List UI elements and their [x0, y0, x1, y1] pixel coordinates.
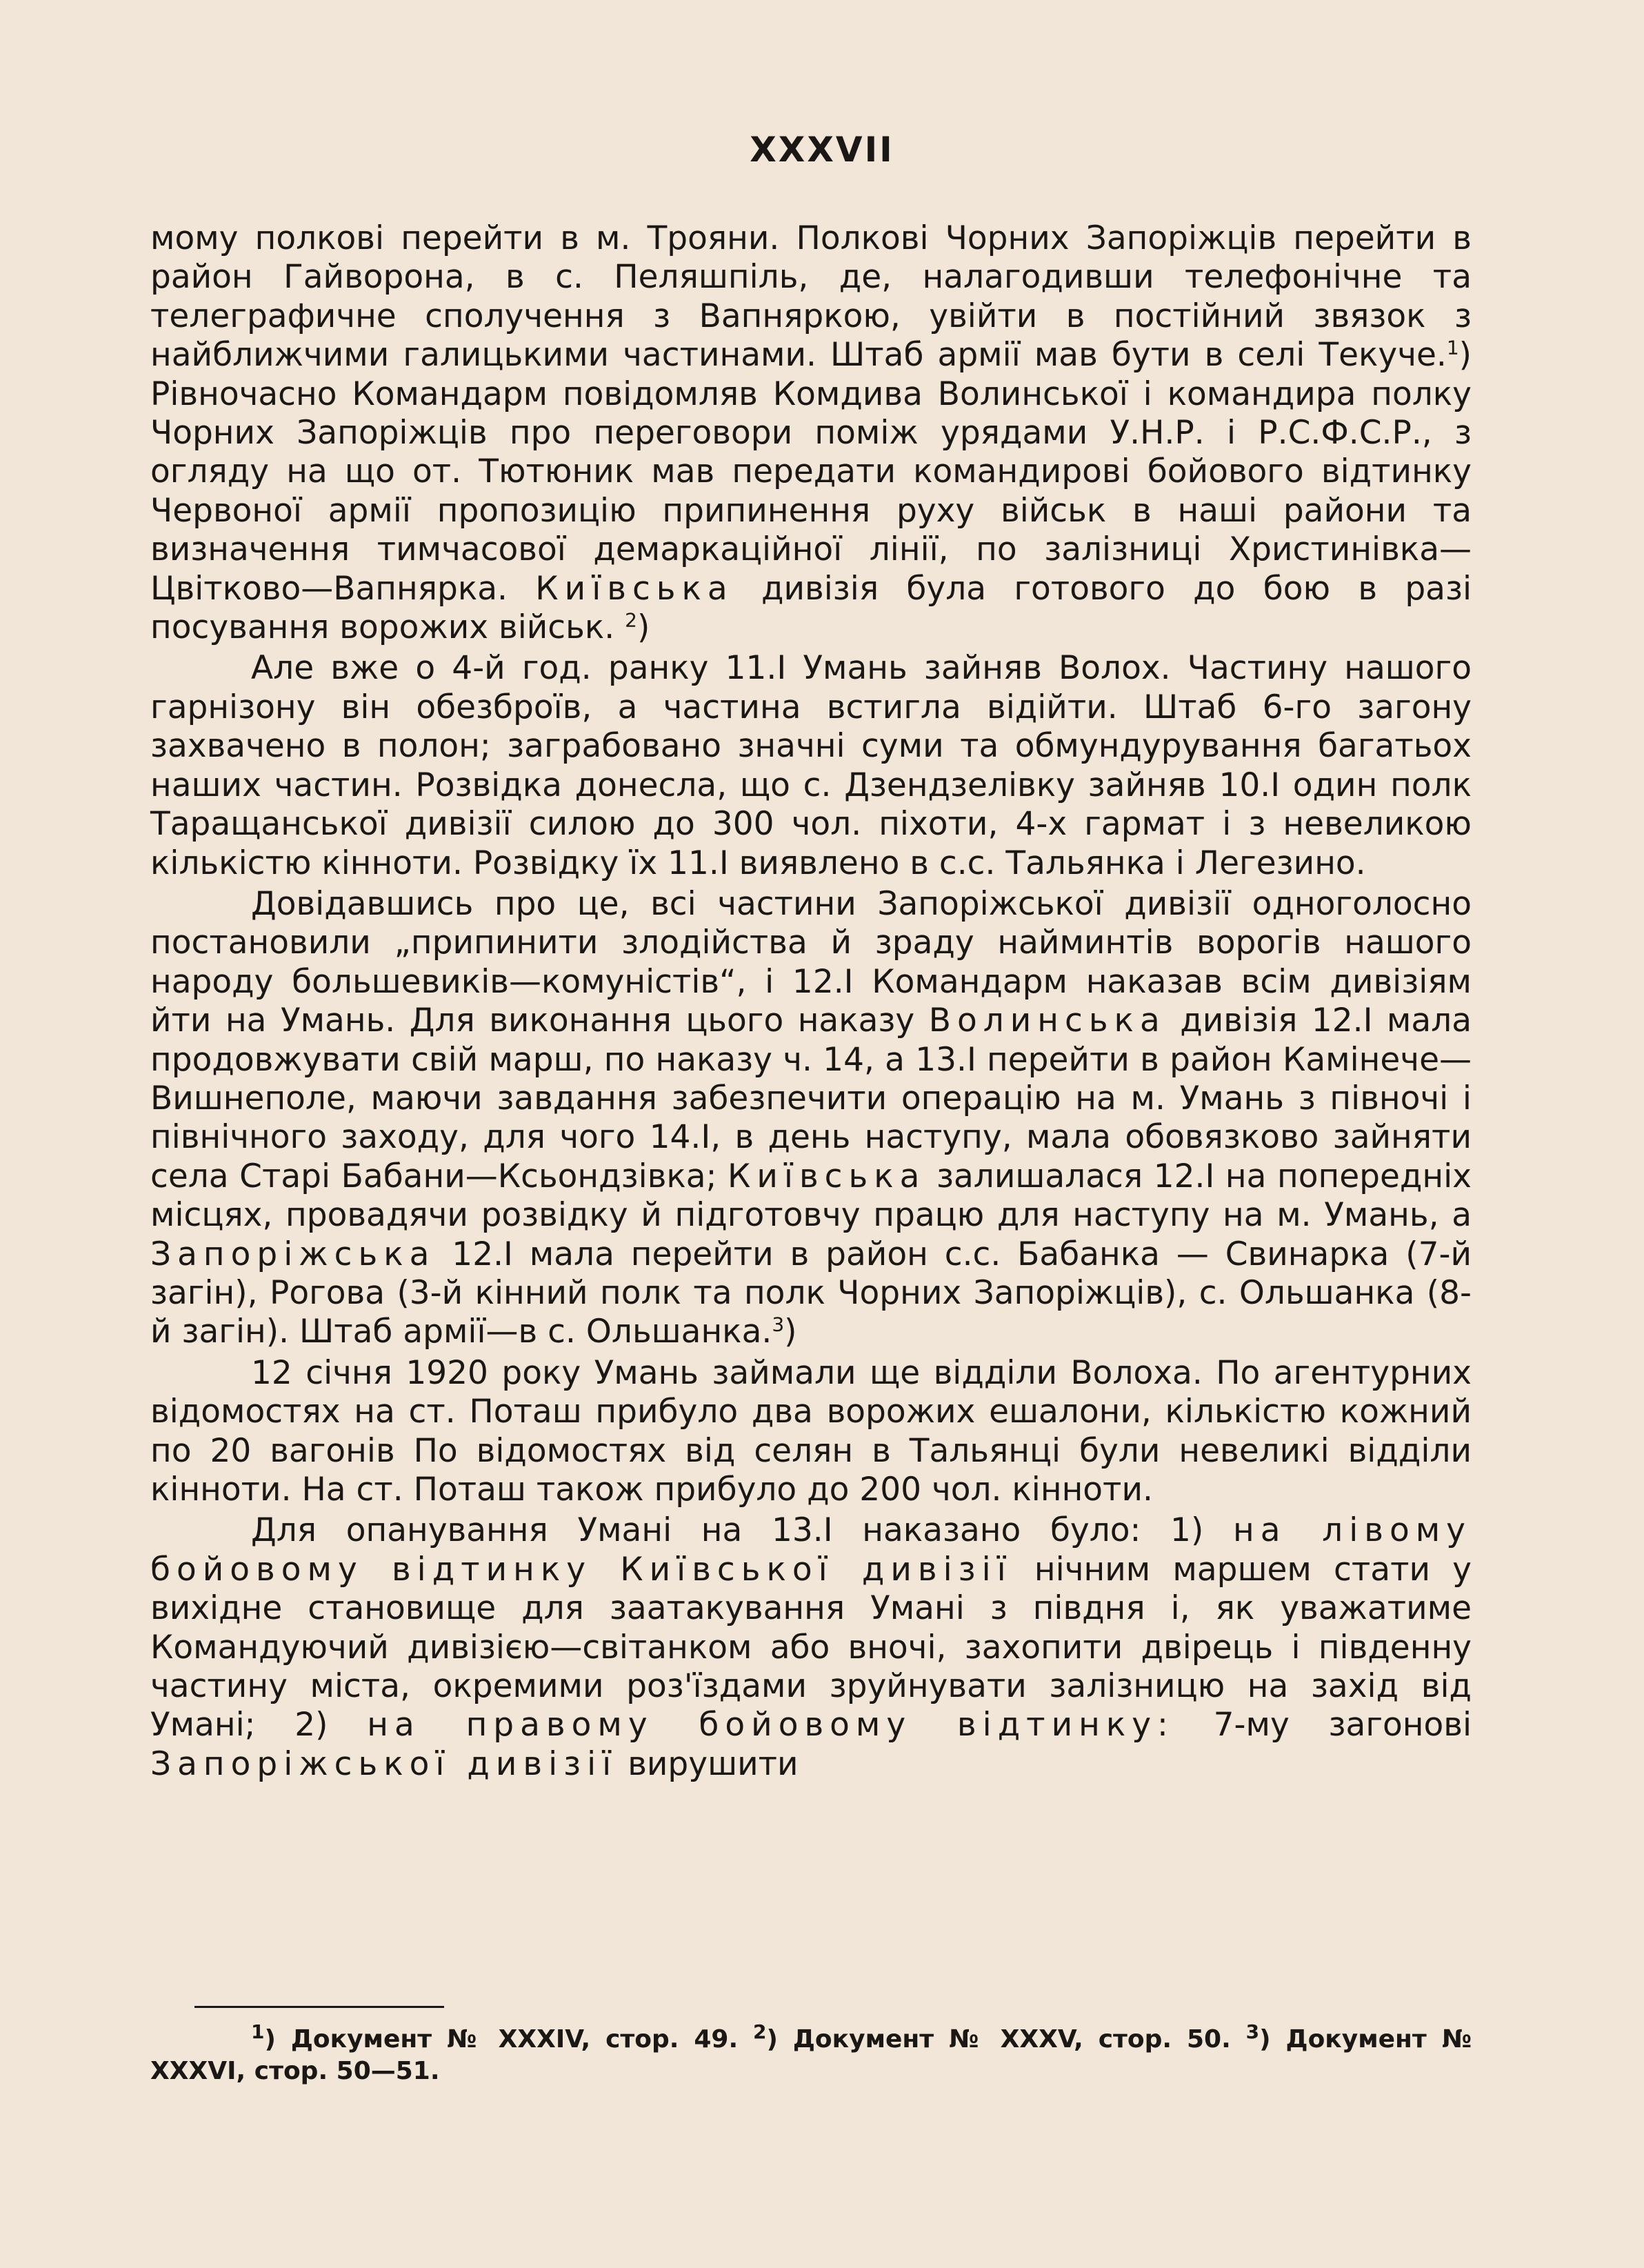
- text-run: Для опанування Умані на 13.I наказано було: 1): [251, 1511, 1233, 1550]
- text-run: дивізія була готового до бою в разі посування ворожих військ.: [150, 569, 1472, 647]
- spaced-emphasis: Київська: [728, 1157, 926, 1195]
- spaced-emphasis: Київська: [535, 569, 734, 608]
- text-run: ) Документ № XXXVI, стор. 50—51.: [150, 2025, 1472, 2085]
- paragraph: [150, 219, 1472, 647]
- text-run: нічним маршем стати у вихідне становище для заатакування Умані з півдня і, як уважатиме Командуючий дивізією—світанком або вночі, захопити двірець і південну частину міста, окремими роз'їздами зруйнувати залізницю на захід від Умані; 2): [150, 1550, 1472, 1744]
- text-run: Довідавшись про це, всі частини Запоріжської дивізії одноголосно постановили „припинити злодійства й зраду найминтів ворогів нашого народу большевиків—комуністів“, і 12.I Командарм наказав всім дивізіям йти на Умань. Для виконання цього наказу: [150, 884, 1472, 1040]
- text-run: мому полкові перейти в м. Трояни. Полкові Чорних Запоріжців перейти в район Гайворона, в с. Пеляшпіль, де, налагодивши телефонічне та телеграфичне сполучення з Вапняркою, увійти в постійний звязок з найближчими галицькими частинами. Штаб армії мав бути в селі Текуче.: [150, 219, 1472, 375]
- footnote-divider: [194, 2006, 444, 2008]
- text-run: ): [636, 608, 650, 647]
- text-run: 12 січня 1920 року Умань займали ще відділи Волоха. По агентурних відомостях на ст. Поташ прибуло два ворожих ешалони, кількістю кожний по 20 вагонів По відомостях від селян в Тальянці були невеликі відділи кінноти. На ст. Поташ також прибуло до 200 чол. кінноти.: [150, 1353, 1472, 1509]
- paragraph: [150, 885, 1472, 1352]
- footnote-marker: 2: [753, 2020, 767, 2043]
- paragraph: [150, 649, 1472, 882]
- text-run: 7-му загонові: [1174, 1706, 1472, 1744]
- footnote-marker: 3: [1245, 2020, 1260, 2043]
- text-run: дивізія 12.I мала продовжувати свій марш, по наказу ч. 14, а 13.I перейти в район Камінече—Вишнеполе, маючи завдання забезпечити операцію на м. Умань з півночі і північного заходу, для чого 14.I, в день наступу, мала обовязково зайняти села Старі Бабани—Ксьондзівка;: [150, 1002, 1472, 1195]
- text-run: ): [784, 1313, 797, 1351]
- paragraph: [150, 1354, 1472, 1510]
- text-run: вирушити: [617, 1744, 799, 1783]
- footnote-marker: 3: [772, 1313, 785, 1336]
- page-number: XXXVII: [750, 130, 894, 170]
- spaced-emphasis: Запоріжська: [150, 1235, 436, 1273]
- spaced-emphasis: Запоріжської дивізії: [150, 1744, 618, 1783]
- text-run: залишалася 12.I на попередніх місцях, провадячи розвідку й підготовчу працю для наступу на м. Умань, а: [150, 1157, 1472, 1235]
- spaced-emphasis: на правому бойовому відтинку:: [367, 1706, 1174, 1744]
- footnote-marker: 2: [625, 608, 637, 632]
- text-run: ) Документ № XXXIV, стор. 49.: [264, 2025, 754, 2053]
- footnote-marker: 1: [251, 2020, 265, 2043]
- spaced-emphasis: на лівому бойовому відтинку Київської дивізії: [150, 1511, 1472, 1589]
- paragraph: [150, 1511, 1472, 1784]
- text-run: 12.I мала перейти в район с.с. Бабанка — Свинарка (7-й загін), Рогова (3-й кінний полк та полк Чорних Запоріжців), с. Ольшанка (8-й загін). Штаб армії—в с. Ольшанка.: [150, 1235, 1472, 1351]
- footnote-marker: 1: [1446, 336, 1459, 359]
- body-text: [150, 219, 1472, 1786]
- text-run: ) Документ № XXXV, стор. 50.: [766, 2025, 1246, 2053]
- spaced-emphasis: Волинська: [928, 1002, 1166, 1040]
- text-run: Але вже о 4-й год. ранку 11.I Умань зайняв Волох. Частину нашого гарнізону він обезброїв, а частина встигла відійти. Штаб 6-го загону захвачено в полон; заграбовано значні суми та обмундурування багатьох наших частин. Розвідка донесла, що с. Дзендзелівку зайняв 10.I один полк Таращанської дивізії силою до 300 чол. піхоти, 4-х гармат і з невеликою кількістю кінноти. Розвідку їх 11.I виявлено в с.с. Тальянка і Легезино.: [150, 649, 1472, 882]
- text-run: ) Рівночасно Командарм повідомляв Комдива Волинської і командира полку Чорних Запоріжців про переговори поміж урядами У.Н.Р. і Р.С.Ф.С.Р., з огляду на що от. Тютюник мав передати командирові бойового відтинку Червоної армії пропозицію припинення руху військ в наші райони та визначення тимчасової демаркаційної лінії, по залізниці Христинівка—Цвітково—Вапнярка.: [150, 336, 1472, 608]
- footnotes: [150, 2020, 1472, 2087]
